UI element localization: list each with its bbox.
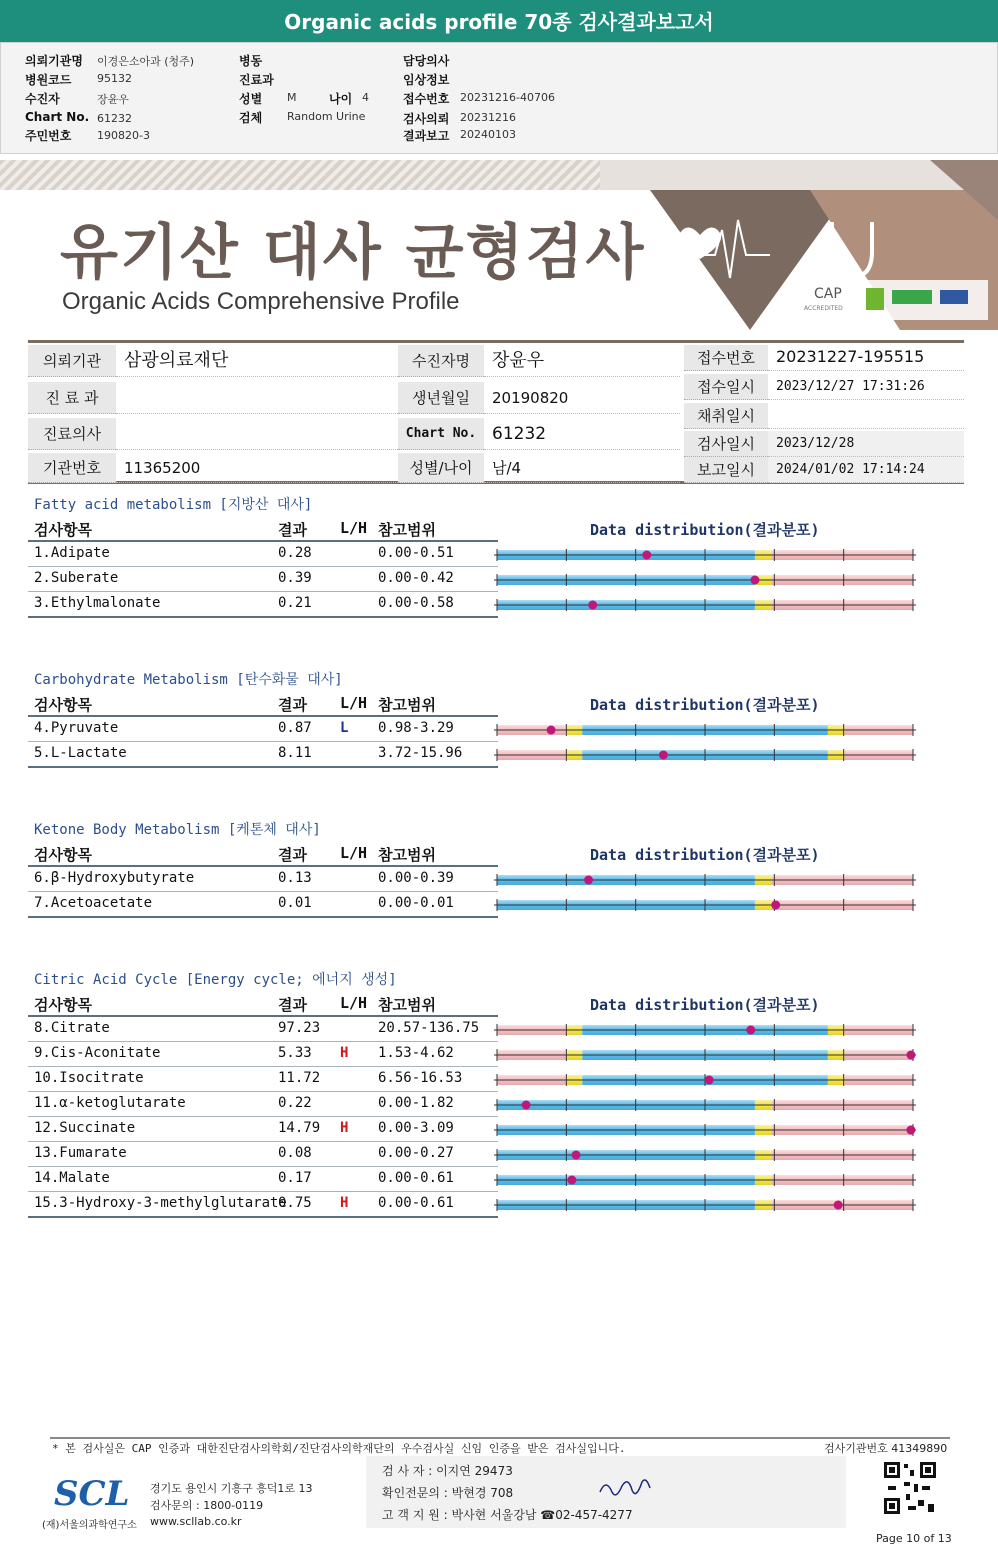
meta-key: 진료과: [239, 73, 274, 87]
value-institution: 삼광의료재단: [116, 345, 398, 377]
meta-value: 20231216: [460, 111, 516, 124]
distribution-bar: [494, 1098, 916, 1112]
result-marker: [906, 1126, 915, 1135]
section-title: Fatty acid metabolism [지방산 대사]: [34, 497, 313, 513]
meta-key: 성별: [239, 92, 263, 106]
result-marker: [642, 551, 651, 560]
meta-key: 검체: [239, 111, 263, 125]
col-header-range: 참고범위: [378, 846, 436, 864]
analyte-result: 97.23: [278, 1020, 321, 1036]
analyte-range: 0.00-0.51: [378, 545, 454, 561]
col-header-result: 결과: [278, 996, 307, 1014]
analyte-result: 0.17: [278, 1170, 312, 1186]
row-separator: [28, 1166, 498, 1167]
col-header-range: 참고범위: [378, 521, 436, 539]
value-sex-age: 남/4: [484, 453, 680, 483]
meta-key: 주민번호: [25, 129, 72, 143]
footer-lab-no: 검사기관번호 41349890: [824, 1442, 948, 1455]
analyte-range: 0.00-0.58: [378, 595, 454, 611]
row-separator: [28, 1066, 498, 1067]
distribution-bar: [494, 1198, 916, 1212]
col-header-distribution: Data distribution(결과분포): [590, 696, 820, 714]
analyte-range: 0.00-0.42: [378, 570, 454, 586]
distribution-bar: [494, 548, 916, 562]
analyte-result: 5.33: [278, 1045, 312, 1061]
page-number: Page 10 of 13: [876, 1532, 952, 1545]
label-doctor: 진료의사: [28, 418, 116, 450]
analyte-name: 3.Ethylmalonate: [34, 595, 161, 611]
analyte-range: 0.00-0.01: [378, 895, 454, 911]
row-separator: [28, 1116, 498, 1117]
analyte-result: 14.79: [278, 1120, 321, 1136]
row-separator: [28, 591, 498, 592]
hero-graphic: [600, 160, 998, 330]
label-collect-date: 채취일시: [684, 403, 768, 429]
result-marker: [834, 1201, 843, 1210]
col-header-item: 검사항목: [34, 696, 92, 714]
distribution-bar: [494, 723, 916, 737]
cap-logo: CAP: [814, 286, 842, 302]
row-separator: [28, 1191, 498, 1192]
distribution-bar: [494, 1073, 916, 1087]
footer-support: 고 객 지 원 : 박사현 서울강남 ☎02-457-4277: [382, 1508, 633, 1522]
analyte-name: 15.3-Hydroxy-3-methylglutarate: [34, 1195, 287, 1211]
col-header-result: 결과: [278, 846, 307, 864]
analyte-range: 0.00-0.39: [378, 870, 454, 886]
col-header-distribution: Data distribution(결과분포): [590, 996, 820, 1014]
meta-value: M: [287, 91, 297, 104]
distribution-bar: [494, 1148, 916, 1162]
row-separator: [28, 766, 498, 768]
meta-key: 병원코드: [25, 73, 72, 87]
col-header-range: 참고범위: [378, 996, 436, 1014]
row-separator: [28, 616, 498, 618]
distribution-bar: [494, 598, 916, 612]
col-header-distribution: Data distribution(결과분포): [590, 521, 820, 539]
label-department: 진 료 과: [28, 382, 116, 414]
label-org-code: 기관번호: [28, 453, 116, 483]
scl-logo: SCL: [54, 1474, 130, 1514]
hero-subtitle: Organic Acids Comprehensive Profile: [62, 288, 460, 315]
analyte-flag: L: [340, 720, 349, 736]
analyte-name: 7.Acetoacetate: [34, 895, 153, 911]
result-marker: [584, 876, 593, 885]
value-patient-name: 장윤우: [484, 345, 680, 377]
meta-value: 190820-3: [97, 129, 150, 142]
footer-tester: 검 사 자 : 이지연 29473: [382, 1464, 513, 1478]
value-department: [116, 382, 398, 414]
footer-notice: * 본 검사실은 CAP 인증과 대한진단검사의학회/진단검사의학재단의 우수검사실 신임 인증을 받은 검사실입니다.: [52, 1442, 626, 1455]
value-chart-no: 61232: [484, 418, 680, 450]
analyte-result: 11.72: [278, 1070, 321, 1086]
report-banner: Organic acids profile 70종 검사결과보고서: [0, 0, 998, 42]
footer-org: (재)서울의과학연구소: [42, 1520, 137, 1531]
meta-value: 20240103: [460, 128, 516, 141]
row-separator: [28, 891, 498, 892]
section-title: Citric Acid Cycle [Energy cycle; 에너지 생성]: [34, 972, 397, 988]
meta-value: Random Urine: [287, 110, 366, 123]
distribution-bar: [494, 1023, 916, 1037]
patient-info-table: [28, 340, 964, 484]
label-birthdate: 생년월일: [398, 382, 484, 414]
header-rule: [28, 715, 498, 717]
col-header-item: 검사항목: [34, 521, 92, 539]
analyte-name: 12.Succinate: [34, 1120, 136, 1136]
col-header-distribution: Data distribution(결과분포): [590, 846, 820, 864]
meta-key: 접수번호: [403, 92, 450, 106]
meta-value: 20231216-40706: [460, 91, 555, 104]
row-separator: [28, 741, 498, 742]
analyte-result: 0.13: [278, 870, 312, 886]
analyte-range: 6.56-16.53: [378, 1070, 463, 1086]
green-logo: [892, 290, 932, 304]
distribution-bar: [494, 1173, 916, 1187]
section-title: Ketone Body Metabolism [케톤체 대사]: [34, 822, 321, 838]
qr-code-icon: [882, 1460, 938, 1516]
col-header-result: 결과: [278, 521, 307, 539]
anab-logo: [940, 290, 968, 304]
row-separator: [28, 566, 498, 567]
meta-value: 95132: [97, 72, 132, 85]
result-marker: [771, 901, 780, 910]
result-marker: [659, 751, 668, 760]
value-birthdate: 20190820: [484, 382, 680, 414]
value-collect-date: [768, 403, 964, 429]
analyte-name: 2.Suberate: [34, 570, 119, 586]
meta-key: Chart No.: [25, 110, 90, 124]
result-marker: [547, 726, 556, 735]
result-marker: [522, 1101, 531, 1110]
analyte-range: 20.57-136.75: [378, 1020, 480, 1036]
distribution-bar: [494, 1123, 916, 1137]
value-receipt-no: 20231227-195515: [768, 343, 964, 371]
value-test-date: 2023/12/28: [768, 431, 964, 457]
footer-divider: [50, 1437, 950, 1439]
distribution-bar: [494, 573, 916, 587]
col-header-item: 검사항목: [34, 996, 92, 1014]
row-separator: [28, 1141, 498, 1142]
footer-address: 경기도 용인시 기흥구 흥덕1로 13: [150, 1482, 313, 1495]
value-doctor: [116, 418, 398, 450]
label-patient-name: 수진자명: [398, 345, 484, 377]
analyte-result: 0.22: [278, 1095, 312, 1111]
analyte-name: 11.α-ketoglutarate: [34, 1095, 186, 1111]
meta-key: 임상정보: [403, 73, 450, 87]
analyte-name: 8.Citrate: [34, 1020, 110, 1036]
meta-key: 검사의뢰: [403, 112, 450, 126]
analyte-name: 10.Isocitrate: [34, 1070, 144, 1086]
row-separator: [28, 916, 498, 918]
result-marker: [906, 1051, 915, 1060]
row-separator: [28, 1091, 498, 1092]
meta-key: 의뢰기관명: [25, 54, 83, 68]
label-sex-age: 성별/나이: [398, 453, 484, 483]
analyte-range: 0.00-3.09: [378, 1120, 454, 1136]
result-marker: [588, 601, 597, 610]
header-rule: [28, 540, 498, 542]
analyte-name: 4.Pyruvate: [34, 720, 119, 736]
meta-value: 61232: [97, 112, 132, 125]
col-header-result: 결과: [278, 696, 307, 714]
result-marker: [567, 1176, 576, 1185]
header-meta: [0, 42, 998, 154]
analyte-result: 0.75: [278, 1195, 312, 1211]
value-report-date: 2024/01/02 17:14:24: [768, 457, 964, 483]
header-rule: [28, 865, 498, 867]
result-marker: [705, 1076, 714, 1085]
col-header-range: 참고범위: [378, 696, 436, 714]
result-marker: [746, 1026, 755, 1035]
analyte-result: 8.11: [278, 745, 312, 761]
label-report-date: 보고일시: [684, 457, 768, 483]
meta-value: 4: [362, 91, 369, 104]
label-receipt-no: 접수번호: [684, 345, 768, 371]
analyte-name: 14.Malate: [34, 1170, 110, 1186]
label-institution: 의뢰기관: [28, 345, 116, 377]
meta-key: 나이: [329, 92, 353, 106]
distribution-bar: [494, 898, 916, 912]
result-marker: [572, 1151, 581, 1160]
label-chart-no: Chart No.: [398, 418, 484, 450]
analyte-flag: H: [340, 1045, 349, 1061]
hero-title: 유기산 대사 균형검사: [60, 218, 646, 288]
analyte-result: 0.01: [278, 895, 312, 911]
distribution-bar: [494, 748, 916, 762]
svg-text:ACCREDITED: ACCREDITED: [804, 305, 843, 312]
distribution-bar: [494, 873, 916, 887]
meta-key: 결과보고: [403, 129, 450, 143]
label-receipt-date: 접수일시: [684, 374, 768, 400]
analyte-range: 3.72-15.96: [378, 745, 463, 761]
section-title: Carbohydrate Metabolism [탄수화물 대사]: [34, 672, 343, 688]
value-org-code: 11365200: [116, 453, 398, 483]
analyte-flag: H: [340, 1120, 349, 1136]
analyte-range: 0.00-0.61: [378, 1195, 454, 1211]
col-header-item: 검사항목: [34, 846, 92, 864]
row-separator: [28, 1216, 498, 1218]
analyte-name: 5.L-Lactate: [34, 745, 127, 761]
analyte-range: 0.00-0.27: [378, 1145, 454, 1161]
analyte-result: 0.08: [278, 1145, 312, 1161]
distribution-bar: [494, 1048, 916, 1062]
analyte-flag: H: [340, 1195, 349, 1211]
analyte-result: 0.39: [278, 570, 312, 586]
col-header-lh: L/H: [340, 994, 368, 1012]
analyte-name: 9.Cis-Aconitate: [34, 1045, 161, 1061]
footer-inquiry: 검사문의 : 1800-0119: [150, 1499, 264, 1512]
header-rule: [28, 1015, 498, 1017]
row-separator: [28, 1041, 498, 1042]
value-receipt-date: 2023/12/27 17:31:26: [768, 374, 964, 400]
analyte-result: 0.21: [278, 595, 312, 611]
analyte-result: 0.28: [278, 545, 312, 561]
analyte-name: 6.β-Hydroxybutyrate: [34, 870, 195, 886]
analyte-name: 13.Fumarate: [34, 1145, 127, 1161]
footer-web[interactable]: www.scllab.co.kr: [150, 1515, 242, 1528]
analyte-range: 0.00-1.82: [378, 1095, 454, 1111]
meta-key: 병동: [239, 54, 263, 68]
meta-key: 담당의사: [403, 54, 450, 68]
analyte-result: 0.87: [278, 720, 312, 736]
result-marker: [750, 576, 759, 585]
col-header-lh: L/H: [340, 694, 368, 712]
analyte-range: 0.98-3.29: [378, 720, 454, 736]
meta-value: 장윤우: [97, 93, 129, 106]
signature: [596, 1474, 656, 1504]
col-header-lh: L/H: [340, 519, 368, 537]
meta-key: 수진자: [25, 92, 60, 106]
analyte-name: 1.Adipate: [34, 545, 110, 561]
lm-logo: [866, 288, 884, 310]
analyte-range: 1.53-4.62: [378, 1045, 454, 1061]
meta-value: 이경은소아과 (청주): [97, 55, 195, 68]
footer-confirmer: 확인전문의 : 박현경 708: [382, 1486, 514, 1500]
analyte-range: 0.00-0.61: [378, 1170, 454, 1186]
col-header-lh: L/H: [340, 844, 368, 862]
label-test-date: 검사일시: [684, 431, 768, 457]
